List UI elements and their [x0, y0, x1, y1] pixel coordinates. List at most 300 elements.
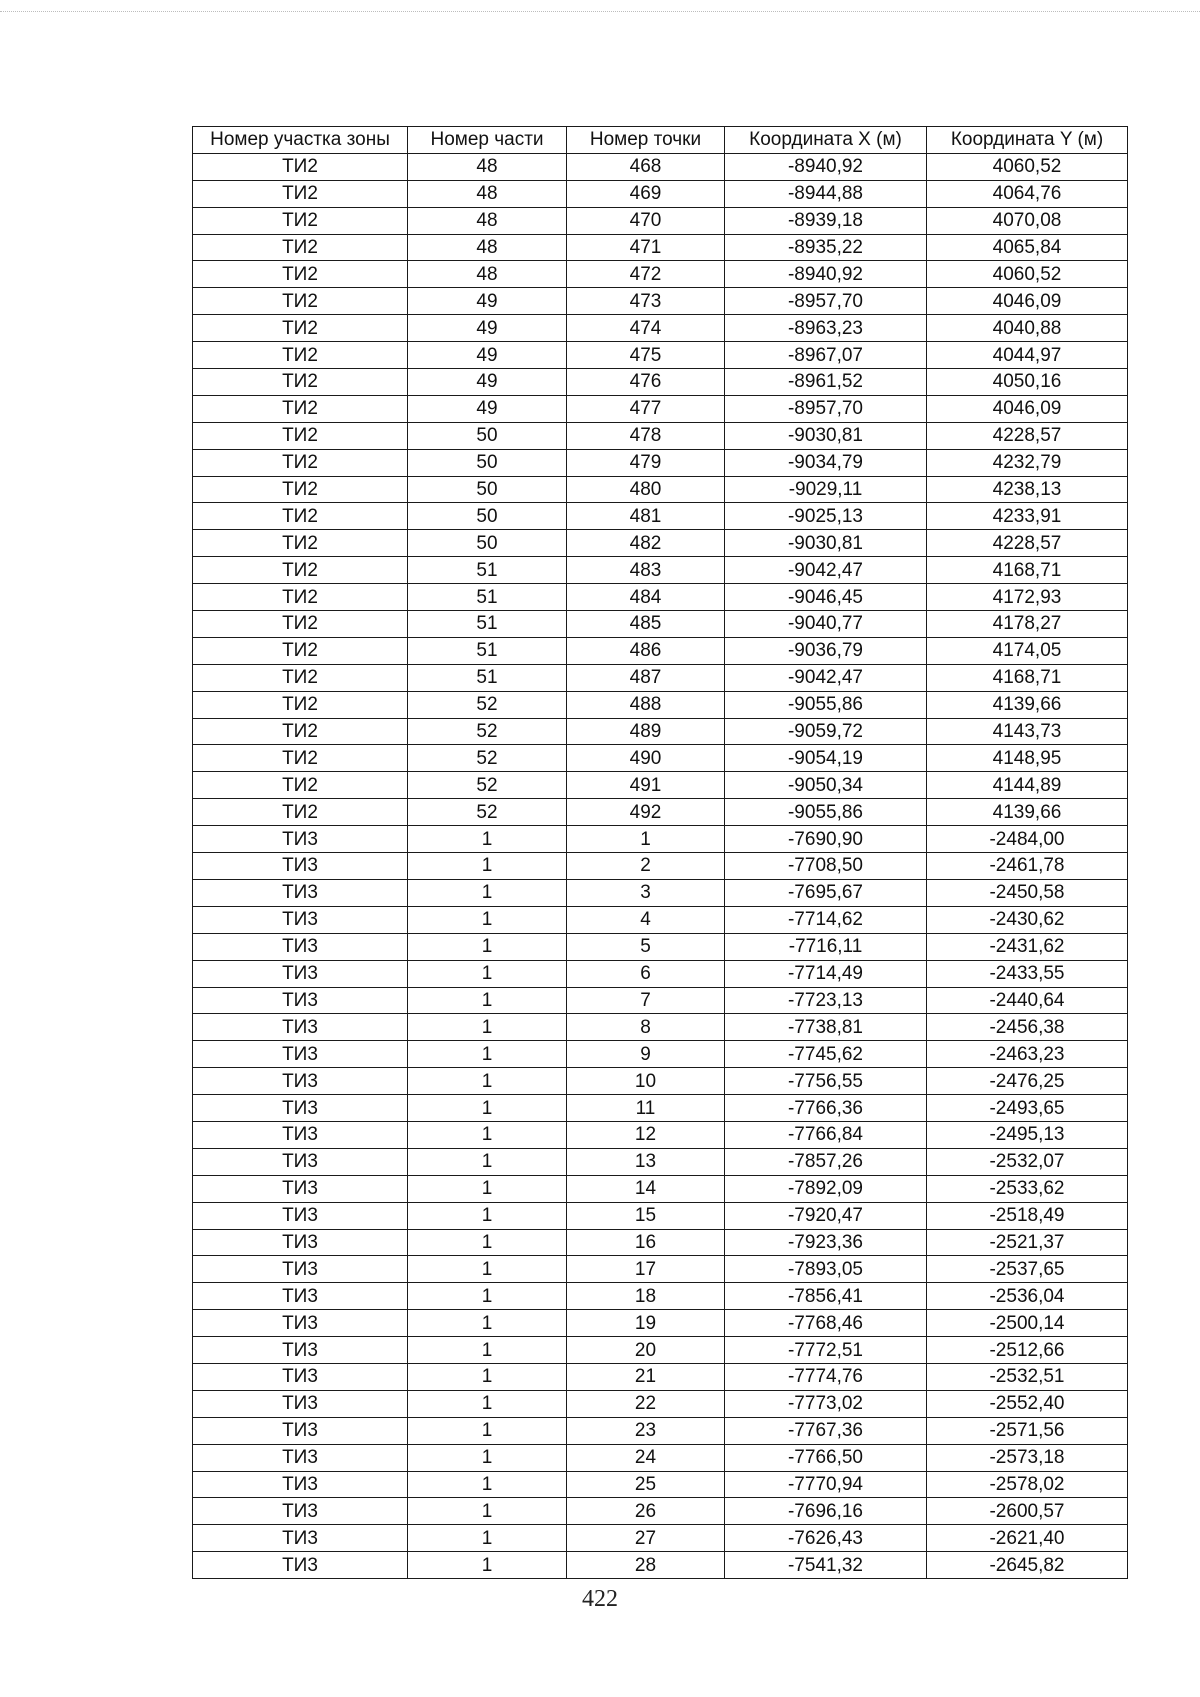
cell-zone-section: ТИ3 — [193, 1552, 408, 1579]
cell-point-number: 492 — [567, 799, 725, 826]
cell-coordinate-y: 4139,66 — [927, 691, 1128, 718]
cell-part-number: 1 — [408, 1175, 567, 1202]
cell-coordinate-x: -7695,67 — [725, 879, 927, 906]
cell-coordinate-y: 4144,89 — [927, 772, 1128, 799]
cell-part-number: 49 — [408, 288, 567, 315]
cell-zone-section: ТИ2 — [193, 180, 408, 207]
cell-coordinate-y: 4046,09 — [927, 288, 1128, 315]
cell-coordinate-x: -8967,07 — [725, 342, 927, 369]
cell-point-number: 6 — [567, 960, 725, 987]
table-row — [193, 153, 1128, 180]
cell-coordinate-y: 4143,73 — [927, 718, 1128, 745]
cell-coordinate-y: -2552,40 — [927, 1390, 1128, 1417]
cell-coordinate-y: 4040,88 — [927, 315, 1128, 342]
cell-coordinate-x: -8944,88 — [725, 180, 927, 207]
cell-part-number: 1 — [408, 1121, 567, 1148]
table-row — [193, 906, 1128, 933]
cell-coordinate-x: -7856,41 — [725, 1283, 927, 1310]
cell-zone-section: ТИ3 — [193, 1095, 408, 1122]
cell-zone-section: ТИ2 — [193, 422, 408, 449]
cell-point-number: 490 — [567, 745, 725, 772]
cell-coordinate-y: 4233,91 — [927, 503, 1128, 530]
cell-coordinate-y: 4060,52 — [927, 261, 1128, 288]
cell-zone-section: ТИ3 — [193, 906, 408, 933]
cell-coordinate-y: 4139,66 — [927, 799, 1128, 826]
cell-coordinate-y: 4172,93 — [927, 584, 1128, 611]
cell-coordinate-y: -2578,02 — [927, 1471, 1128, 1498]
header-point-number: Номер точки — [567, 127, 725, 154]
table-row — [193, 422, 1128, 449]
table-row — [193, 342, 1128, 369]
cell-zone-section: ТИ3 — [193, 1498, 408, 1525]
cell-coordinate-y: -2645,82 — [927, 1552, 1128, 1579]
cell-zone-section: ТИ2 — [193, 557, 408, 584]
cell-zone-section: ТИ3 — [193, 1014, 408, 1041]
cell-coordinate-y: -2440,64 — [927, 987, 1128, 1014]
cell-part-number: 1 — [408, 1417, 567, 1444]
cell-point-number: 14 — [567, 1175, 725, 1202]
cell-part-number: 1 — [408, 1525, 567, 1552]
cell-coordinate-x: -7772,51 — [725, 1337, 927, 1364]
cell-zone-section: ТИ2 — [193, 745, 408, 772]
cell-point-number: 13 — [567, 1148, 725, 1175]
cell-point-number: 7 — [567, 987, 725, 1014]
cell-point-number: 470 — [567, 207, 725, 234]
cell-part-number: 52 — [408, 745, 567, 772]
table-row — [193, 1202, 1128, 1229]
cell-part-number: 1 — [408, 1471, 567, 1498]
table-row — [193, 207, 1128, 234]
table-row — [193, 1390, 1128, 1417]
cell-point-number: 26 — [567, 1498, 725, 1525]
cell-point-number: 481 — [567, 503, 725, 530]
cell-zone-section: ТИ3 — [193, 1229, 408, 1256]
cell-coordinate-y: -2476,25 — [927, 1068, 1128, 1095]
cell-part-number: 52 — [408, 718, 567, 745]
cell-point-number: 17 — [567, 1256, 725, 1283]
table-body — [193, 153, 1128, 1578]
cell-coordinate-y: -2430,62 — [927, 906, 1128, 933]
cell-coordinate-y: -2456,38 — [927, 1014, 1128, 1041]
coordinates-table — [192, 126, 1128, 1579]
cell-coordinate-x: -9054,19 — [725, 745, 927, 772]
cell-coordinate-x: -7767,36 — [725, 1417, 927, 1444]
table-row — [193, 1310, 1128, 1337]
cell-coordinate-y: 4064,76 — [927, 180, 1128, 207]
cell-point-number: 489 — [567, 718, 725, 745]
table-row — [193, 1256, 1128, 1283]
cell-coordinate-x: -7716,11 — [725, 933, 927, 960]
cell-zone-section: ТИ3 — [193, 987, 408, 1014]
cell-coordinate-x: -7773,02 — [725, 1390, 927, 1417]
cell-coordinate-x: -9025,13 — [725, 503, 927, 530]
cell-part-number: 49 — [408, 342, 567, 369]
cell-point-number: 16 — [567, 1229, 725, 1256]
cell-coordinate-y: 4046,09 — [927, 395, 1128, 422]
cell-coordinate-x: -7723,13 — [725, 987, 927, 1014]
cell-point-number: 476 — [567, 369, 725, 396]
table-row — [193, 664, 1128, 691]
cell-part-number: 48 — [408, 234, 567, 261]
cell-coordinate-y: -2536,04 — [927, 1283, 1128, 1310]
cell-coordinate-y: -2431,62 — [927, 933, 1128, 960]
table-row — [193, 1417, 1128, 1444]
cell-coordinate-x: -9040,77 — [725, 611, 927, 638]
cell-coordinate-y: -2518,49 — [927, 1202, 1128, 1229]
cell-part-number: 1 — [408, 853, 567, 880]
cell-coordinate-y: -2493,65 — [927, 1095, 1128, 1122]
cell-part-number: 1 — [408, 1552, 567, 1579]
cell-zone-section: ТИ3 — [193, 1310, 408, 1337]
cell-part-number: 48 — [408, 207, 567, 234]
cell-zone-section: ТИ2 — [193, 369, 408, 396]
cell-coordinate-x: -8957,70 — [725, 395, 927, 422]
table-row — [193, 799, 1128, 826]
cell-coordinate-x: -9036,79 — [725, 637, 927, 664]
cell-coordinate-x: -7857,26 — [725, 1148, 927, 1175]
cell-part-number: 52 — [408, 799, 567, 826]
cell-zone-section: ТИ3 — [193, 1068, 408, 1095]
cell-point-number: 9 — [567, 1041, 725, 1068]
cell-coordinate-y: -2571,56 — [927, 1417, 1128, 1444]
table-row — [193, 1471, 1128, 1498]
cell-point-number: 28 — [567, 1552, 725, 1579]
cell-coordinate-x: -7714,62 — [725, 906, 927, 933]
cell-point-number: 491 — [567, 772, 725, 799]
cell-zone-section: ТИ3 — [193, 1121, 408, 1148]
table-header — [193, 127, 1128, 154]
table-row — [193, 503, 1128, 530]
cell-zone-section: ТИ2 — [193, 664, 408, 691]
cell-zone-section: ТИ3 — [193, 933, 408, 960]
cell-point-number: 478 — [567, 422, 725, 449]
cell-zone-section: ТИ3 — [193, 1202, 408, 1229]
cell-coordinate-y: 4065,84 — [927, 234, 1128, 261]
table-row — [193, 1525, 1128, 1552]
cell-part-number: 1 — [408, 1095, 567, 1122]
cell-coordinate-y: -2532,07 — [927, 1148, 1128, 1175]
table-row — [193, 1552, 1128, 1579]
cell-zone-section: ТИ2 — [193, 584, 408, 611]
cell-coordinate-x: -7893,05 — [725, 1256, 927, 1283]
cell-coordinate-x: -9030,81 — [725, 530, 927, 557]
cell-coordinate-x: -7756,55 — [725, 1068, 927, 1095]
table-row — [193, 530, 1128, 557]
cell-point-number: 5 — [567, 933, 725, 960]
cell-zone-section: ТИ3 — [193, 1148, 408, 1175]
cell-coordinate-x: -9042,47 — [725, 557, 927, 584]
cell-part-number: 1 — [408, 879, 567, 906]
table-row — [193, 987, 1128, 1014]
table-row — [193, 315, 1128, 342]
cell-zone-section: ТИ2 — [193, 503, 408, 530]
cell-coordinate-y: 4060,52 — [927, 153, 1128, 180]
cell-coordinate-x: -9059,72 — [725, 718, 927, 745]
cell-zone-section: ТИ2 — [193, 772, 408, 799]
cell-part-number: 48 — [408, 261, 567, 288]
header-row — [193, 127, 1128, 154]
cell-part-number: 1 — [408, 906, 567, 933]
cell-point-number: 4 — [567, 906, 725, 933]
table-row — [193, 261, 1128, 288]
cell-coordinate-x: -9030,81 — [725, 422, 927, 449]
table-row — [193, 1148, 1128, 1175]
table-row — [193, 1363, 1128, 1390]
table-row — [193, 1498, 1128, 1525]
table-row — [193, 180, 1128, 207]
cell-coordinate-x: -9029,11 — [725, 476, 927, 503]
table-row — [193, 1095, 1128, 1122]
cell-part-number: 49 — [408, 315, 567, 342]
cell-zone-section: ТИ2 — [193, 718, 408, 745]
cell-zone-section: ТИ3 — [193, 1444, 408, 1471]
cell-coordinate-x: -7745,62 — [725, 1041, 927, 1068]
cell-point-number: 475 — [567, 342, 725, 369]
cell-part-number: 1 — [408, 1256, 567, 1283]
cell-zone-section: ТИ3 — [193, 1363, 408, 1390]
cell-zone-section: ТИ2 — [193, 261, 408, 288]
cell-coordinate-y: 4228,57 — [927, 422, 1128, 449]
cell-zone-section: ТИ2 — [193, 234, 408, 261]
header-part-number: Номер части — [408, 127, 567, 154]
cell-part-number: 1 — [408, 1363, 567, 1390]
cell-coordinate-x: -7696,16 — [725, 1498, 927, 1525]
cell-part-number: 51 — [408, 664, 567, 691]
cell-part-number: 1 — [408, 826, 567, 853]
page-number: 422 — [582, 1586, 618, 1612]
cell-zone-section: ТИ3 — [193, 1283, 408, 1310]
cell-part-number: 52 — [408, 772, 567, 799]
table-row — [193, 611, 1128, 638]
cell-zone-section: ТИ3 — [193, 1337, 408, 1364]
cell-coordinate-x: -9042,47 — [725, 664, 927, 691]
cell-point-number: 477 — [567, 395, 725, 422]
cell-point-number: 10 — [567, 1068, 725, 1095]
cell-zone-section: ТИ2 — [193, 691, 408, 718]
cell-coordinate-y: 4168,71 — [927, 557, 1128, 584]
table-row — [193, 691, 1128, 718]
cell-part-number: 49 — [408, 369, 567, 396]
cell-zone-section: ТИ3 — [193, 1390, 408, 1417]
cell-coordinate-y: -2463,23 — [927, 1041, 1128, 1068]
cell-zone-section: ТИ2 — [193, 611, 408, 638]
cell-coordinate-x: -7541,32 — [725, 1552, 927, 1579]
cell-part-number: 1 — [408, 1283, 567, 1310]
cell-part-number: 50 — [408, 422, 567, 449]
cell-part-number: 1 — [408, 1337, 567, 1364]
cell-coordinate-y: 4168,71 — [927, 664, 1128, 691]
table-row — [193, 879, 1128, 906]
cell-coordinate-x: -7892,09 — [725, 1175, 927, 1202]
table-row — [193, 1068, 1128, 1095]
table-row — [193, 449, 1128, 476]
table-row — [193, 288, 1128, 315]
cell-point-number: 18 — [567, 1283, 725, 1310]
table-row — [193, 772, 1128, 799]
cell-part-number: 1 — [408, 1229, 567, 1256]
cell-point-number: 8 — [567, 1014, 725, 1041]
cell-coordinate-x: -8935,22 — [725, 234, 927, 261]
cell-point-number: 27 — [567, 1525, 725, 1552]
cell-coordinate-y: -2433,55 — [927, 960, 1128, 987]
cell-part-number: 49 — [408, 395, 567, 422]
cell-point-number: 488 — [567, 691, 725, 718]
table-row — [193, 1121, 1128, 1148]
cell-coordinate-y: 4044,97 — [927, 342, 1128, 369]
cell-part-number: 52 — [408, 691, 567, 718]
cell-zone-section: ТИ3 — [193, 1471, 408, 1498]
cell-point-number: 3 — [567, 879, 725, 906]
cell-coordinate-y: 4050,16 — [927, 369, 1128, 396]
cell-point-number: 479 — [567, 449, 725, 476]
cell-coordinate-x: -7770,94 — [725, 1471, 927, 1498]
cell-coordinate-x: -7690,90 — [725, 826, 927, 853]
cell-coordinate-x: -9050,34 — [725, 772, 927, 799]
cell-zone-section: ТИ2 — [193, 153, 408, 180]
cell-point-number: 21 — [567, 1363, 725, 1390]
table-row — [193, 933, 1128, 960]
cell-zone-section: ТИ3 — [193, 1041, 408, 1068]
cell-coordinate-y: -2484,00 — [927, 826, 1128, 853]
cell-part-number: 1 — [408, 960, 567, 987]
table-row — [193, 1175, 1128, 1202]
cell-coordinate-x: -9055,86 — [725, 799, 927, 826]
cell-coordinate-x: -7920,47 — [725, 1202, 927, 1229]
cell-part-number: 1 — [408, 1041, 567, 1068]
cell-point-number: 468 — [567, 153, 725, 180]
cell-coordinate-y: 4070,08 — [927, 207, 1128, 234]
cell-part-number: 1 — [408, 1390, 567, 1417]
cell-zone-section: ТИ2 — [193, 315, 408, 342]
cell-part-number: 51 — [408, 637, 567, 664]
cell-point-number: 12 — [567, 1121, 725, 1148]
cell-part-number: 50 — [408, 476, 567, 503]
cell-point-number: 20 — [567, 1337, 725, 1364]
cell-zone-section: ТИ2 — [193, 395, 408, 422]
cell-point-number: 473 — [567, 288, 725, 315]
cell-part-number: 1 — [408, 1148, 567, 1175]
cell-point-number: 1 — [567, 826, 725, 853]
cell-point-number: 22 — [567, 1390, 725, 1417]
cell-point-number: 472 — [567, 261, 725, 288]
table-row — [193, 395, 1128, 422]
cell-zone-section: ТИ2 — [193, 342, 408, 369]
table-row — [193, 1283, 1128, 1310]
cell-zone-section: ТИ2 — [193, 207, 408, 234]
cell-part-number: 1 — [408, 1444, 567, 1471]
cell-coordinate-y: -2521,37 — [927, 1229, 1128, 1256]
cell-part-number: 48 — [408, 153, 567, 180]
cell-zone-section: ТИ3 — [193, 1256, 408, 1283]
cell-coordinate-x: -8963,23 — [725, 315, 927, 342]
cell-point-number: 474 — [567, 315, 725, 342]
header-coordinate-x: Координата X (м) — [725, 127, 927, 154]
cell-part-number: 51 — [408, 584, 567, 611]
table-row — [193, 826, 1128, 853]
table-row — [193, 745, 1128, 772]
cell-coordinate-x: -7923,36 — [725, 1229, 927, 1256]
cell-coordinate-y: -2533,62 — [927, 1175, 1128, 1202]
cell-point-number: 471 — [567, 234, 725, 261]
table-row — [193, 853, 1128, 880]
cell-coordinate-y: -2573,18 — [927, 1444, 1128, 1471]
cell-coordinate-x: -7774,76 — [725, 1363, 927, 1390]
cell-coordinate-y: 4178,27 — [927, 611, 1128, 638]
table-row — [193, 1337, 1128, 1364]
cell-coordinate-y: -2512,66 — [927, 1337, 1128, 1364]
cell-coordinate-y: -2600,57 — [927, 1498, 1128, 1525]
cell-coordinate-x: -7738,81 — [725, 1014, 927, 1041]
cell-coordinate-x: -7714,49 — [725, 960, 927, 987]
cell-coordinate-x: -7766,50 — [725, 1444, 927, 1471]
cell-coordinate-x: -8940,92 — [725, 153, 927, 180]
cell-coordinate-x: -7766,84 — [725, 1121, 927, 1148]
cell-zone-section: ТИ2 — [193, 799, 408, 826]
cell-coordinate-y: 4148,95 — [927, 745, 1128, 772]
cell-part-number: 1 — [408, 1498, 567, 1525]
cell-point-number: 24 — [567, 1444, 725, 1471]
cell-part-number: 50 — [408, 449, 567, 476]
table-row — [193, 1444, 1128, 1471]
cell-point-number: 469 — [567, 180, 725, 207]
cell-part-number: 1 — [408, 1014, 567, 1041]
cell-point-number: 15 — [567, 1202, 725, 1229]
scan-edge-line — [0, 11, 1200, 12]
cell-point-number: 25 — [567, 1471, 725, 1498]
cell-part-number: 50 — [408, 530, 567, 557]
cell-point-number: 482 — [567, 530, 725, 557]
cell-coordinate-y: -2532,51 — [927, 1363, 1128, 1390]
cell-coordinate-x: -8957,70 — [725, 288, 927, 315]
table-row — [193, 369, 1128, 396]
cell-coordinate-y: -2500,14 — [927, 1310, 1128, 1337]
cell-part-number: 48 — [408, 180, 567, 207]
cell-zone-section: ТИ3 — [193, 826, 408, 853]
cell-coordinate-x: -7626,43 — [725, 1525, 927, 1552]
cell-zone-section: ТИ2 — [193, 449, 408, 476]
cell-coordinate-x: -8961,52 — [725, 369, 927, 396]
cell-point-number: 480 — [567, 476, 725, 503]
cell-zone-section: ТИ3 — [193, 960, 408, 987]
cell-zone-section: ТИ3 — [193, 1525, 408, 1552]
cell-coordinate-y: -2495,13 — [927, 1121, 1128, 1148]
cell-part-number: 50 — [408, 503, 567, 530]
cell-coordinate-y: -2450,58 — [927, 879, 1128, 906]
cell-point-number: 19 — [567, 1310, 725, 1337]
cell-zone-section: ТИ2 — [193, 530, 408, 557]
cell-coordinate-y: -2461,78 — [927, 853, 1128, 880]
cell-coordinate-x: -7708,50 — [725, 853, 927, 880]
cell-coordinate-x: -7766,36 — [725, 1095, 927, 1122]
cell-part-number: 1 — [408, 1310, 567, 1337]
table-row — [193, 960, 1128, 987]
cell-coordinate-y: 4238,13 — [927, 476, 1128, 503]
cell-coordinate-x: -9055,86 — [725, 691, 927, 718]
table-row — [193, 476, 1128, 503]
cell-coordinate-y: -2537,65 — [927, 1256, 1128, 1283]
table-row — [193, 637, 1128, 664]
cell-zone-section: ТИ3 — [193, 1175, 408, 1202]
cell-zone-section: ТИ3 — [193, 853, 408, 880]
cell-zone-section: ТИ2 — [193, 637, 408, 664]
table-row — [193, 1014, 1128, 1041]
cell-coordinate-x: -9034,79 — [725, 449, 927, 476]
table-row — [193, 1041, 1128, 1068]
cell-coordinate-x: -7768,46 — [725, 1310, 927, 1337]
cell-point-number: 2 — [567, 853, 725, 880]
cell-coordinate-x: -8940,92 — [725, 261, 927, 288]
cell-point-number: 487 — [567, 664, 725, 691]
